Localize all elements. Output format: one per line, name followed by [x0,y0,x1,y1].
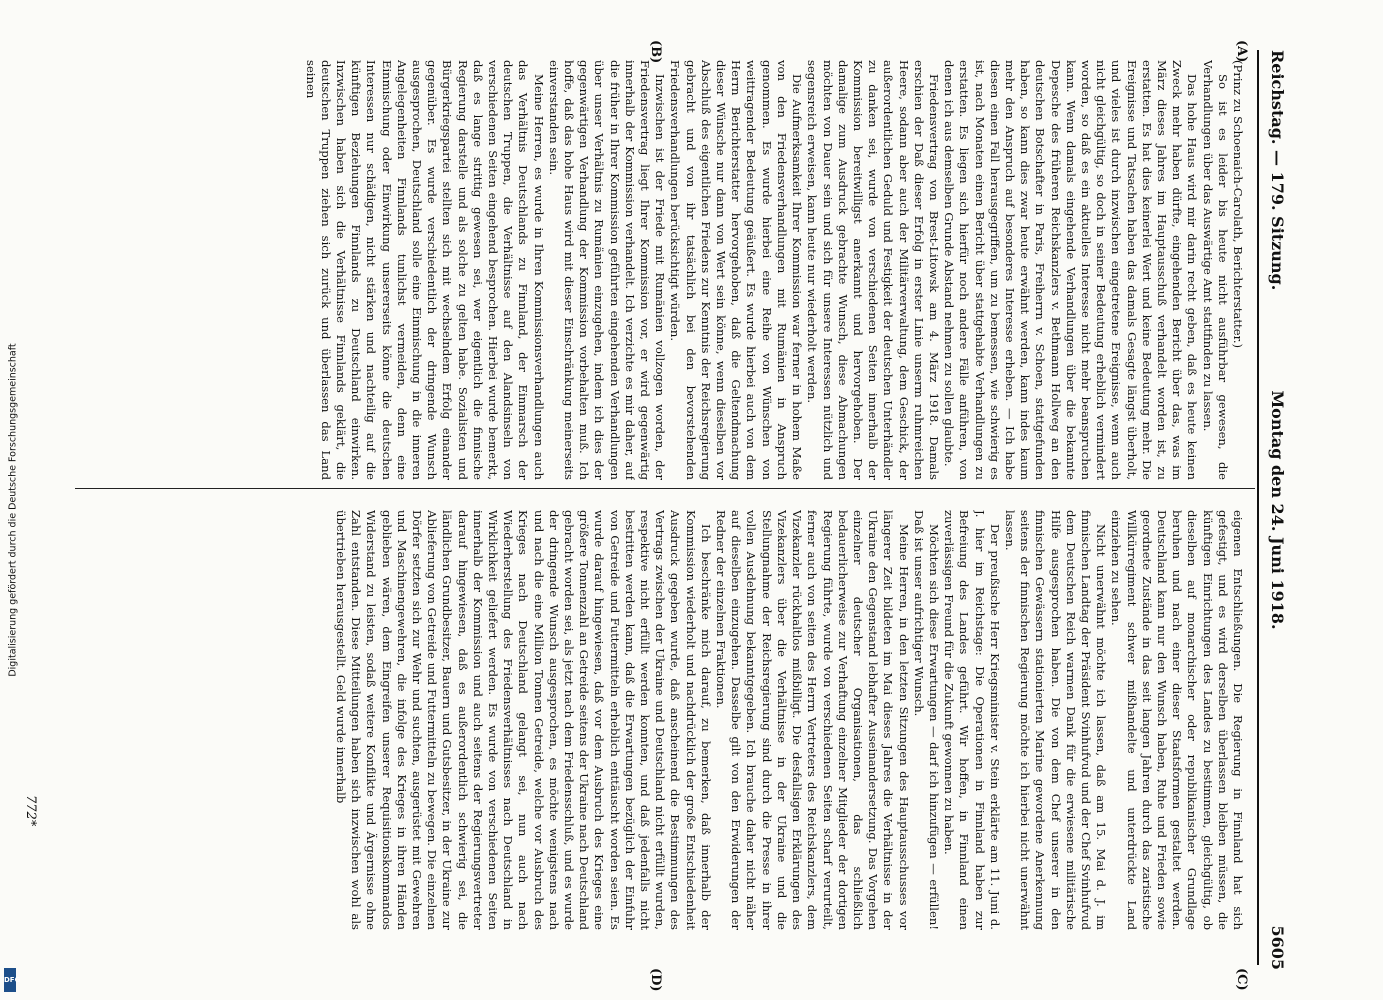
digitization-credit [6,30,20,990]
paragraph: Möchten sich diese Erwartungen — darf ich hinzufügen — erfüllen! Daß ist unser aufrichtiger Wunsch. [911,510,941,930]
header-date: Montag den 24. Juni 1918. [1268,390,1287,630]
credit-text: Digitalisierung gefördert durch die Deutsche Forschungsgemeinschaft [7,343,19,677]
paragraph: Meine Herren, in den letzten Sitzungen des Hauptausschusses vor längerer Zeit bildeten im Mai dieses Jahres die Verhältnisse in der Ukraine den Gegenstand lebhafter Auseinandersetzung. Das Vorgehen einzelner deutscher Organisationen, das schließlich bedauerlicherweise zur Verhaftung einzelner Mitglieder der dortigen Regierung führte, wurde von verschiedenen Seiten scharf verurteilt, ferner auch von seiten des Herrn Vertreters des Reichskanzlers, dem Vizekanzler rückhaltlos mißbilligt. Die desfallsigen Erklärungen des Vizekanzlers über die Verhältnisse in der Ukraine und die Stellungnahme der Reichsregierung sind durch die Presse in ihrer vollen Ausdehnung bekanntgegeben. Ich brauche daher nicht näher auf dieselben einzugehen. Dasselbe gilt von den Erwiderungen der Redner der einzelnen Fraktionen. [714,510,911,930]
header-rule [1257,50,1259,965]
paragraph: Meine Herren, es wurde in Ihren Kommissionsverhandlungen auch das Verhältnis Deutschlands zu Finnland, der Einmarsch der deutschen Truppen, die Verhältnisse auf den Alandsinseln von verschiedenen Seiten eingehend besprochen. Hierbei wurde bemerkt, daß es lange strittig gewesen sei, wer eigentlich die finnische Regierung darstelle und als solche zu gelten habe. Sozialisten und Bürgerkriegspartei stellten sich mit wechselndem Erfolg einander gegenüber. Es wurde verschiedentlich der dringende Wunsch ausgesprochen, Deutschland solle eine Einmischung in die inneren Angelegenheiten Finnlands tunlichst vermeiden, denn eine Einmischung oder Einwirkung unsererseits könne die deutschen Interessen nur schädigen, nicht stärken und nachteilig auf die künftigen Beziehungen Finnlands zu Deutschland einwirken. Inzwischen haben sich die Verhältnisse Finnlands geklärt, die deutschen Truppen ziehen sich zurück und überlassen das Land seinen [303,60,546,480]
paragraph: Die Aufmerksamkeit Ihrer Kommission war ferner in hohem Maße von den Friedensverhandlungen mit Rumänien in Anspruch genommen. Es wurde hierbei eine Reihe von Wünschen von weittragender Bedeutung geäußert. Es wurde hierbei auch von dem Herrn Berichterstatter hervorgehoben, daß die Geltendmachung dieser Wünsche nur dann von Wert sein könne, wenn dieselben vor Abschluß des eigentlichen Friedens zur Kenntnis der Reichsregierung gebracht und von ihr tatsächlich bei den bevorstehenden Friedensverhandlungen berücksichtigt würden. [668,60,805,480]
paragraph: Das hohe Haus wird mir darin recht geben, daß es heute keinen Zweck mehr haben dürfte, eingehenden Bericht über das, was im März dieses Jahres im Hauptausschuß verhandelt worden ist, zu erstatten. Es hat dies keinerlei Wert und keine Bedeutung mehr. Die Ereignisse und Tatsachen haben das damals Gesagte längst überholt, und vieles ist durch inzwischen eingetretene Ereignisse, wenn auch nicht gleichgültig, so doch in seiner Bedeutung erheblich vermindert worden, so daß es ein aktuelles Interesse nicht mehr beanspruchen kann. Wenn damals eingehende Verhandlungen über die bekannte Depesche des früheren Reichskanzlers v. Bethmann Hollweg an den deutschen Botschafter in Paris, Freiherrn v. Schoen, stattgefunden haben, so kann dies zwar heute erwähnt werden, kann indes kaum mehr den Anspruch auf besonderes Interesse erheben. — Ich habe diesen einen Fall herausgegriffen, um zu bemessen, wie schwierig es ist, nach Monaten einen Bericht über stattgehabte Verhandlungen zu erstatten. Es liegen sich hierfür noch andere Fälle anführen, von denen ich aus demselben Grunde Abstand nehmen zu sollen glaubte. [942,60,1200,480]
margin-marker-c: (C) [1234,968,1249,991]
margin-marker-d: (D) [648,968,663,992]
margin-marker-b: (B) [648,40,663,64]
header-session: Reichstag. — 179. Sitzung. [1268,50,1287,291]
paragraph: Nicht unerwähnt möchte ich lassen, daß am 15. Mai d. J. im finnischen Landtag der Präsident Svinhufvud und der Chef Svinhufvud dem Deutschen Reich warmen Dank für die erwiesene militärische Hilfe ausgesprochen haben. Die von dem Chef unserer in den finnischen Gewässern stationierten Marine gewordene Anerkennung seitens der finnischen Regierung möchte ich hierbei nicht unerwähnt lassen. [1002,510,1109,930]
column-divider [75,488,1255,489]
paragraph: Inzwischen ist der Friede mit Rumänien vollzogen worden, der Friedensvertrag liegt Ihrer Kommission vor, er wird gegenwärtig innerhalb der Kommission verhandelt. Ich verzichte es mir daher, auf die früher in Ihrer Kommission geführten eingehenden Verhandlungen über unser Verhältnis zu Rumänien einzugehen, indem ich dies der gegenwärtigen Verhandlung der Kommission vorbehalten muß. Ich hoffe, daß das hohe Haus wird mit dieser Einschränkung meinerseits einverstanden sein. [546,60,668,480]
paragraph: Ich beschränke mich darauf, zu bemerken, daß innerhalb der Kommission wiederholt und nachdrücklich der große Entschiedenheit Ausdruck gegeben wurde, daß anscheinend die Bestimmungen des Vertrags zwischen der Ukraine und Deutschland nicht erfüllt wurden, respektive nicht erfüllt werden konnten, und daß jedenfalls nicht bestritten werden kann, daß die Erwartungen bezüglich der Einfuhr von Getreide und Futtermitteln erheblich enttäuscht worden seien. Es wurde darauf hingewiesen, daß vor dem Ausbruch des Krieges eine größere Tonnenzahl an Getreide seitens der Ukraine nach Deutschland gebracht worden sei, als jetzt nach dem Friedensschluß, und es wurde der dringende Wunsch ausgesprochen, es möchte wenigstens nach und nach die eine Million Tonnen Getreide, welche vor Ausbruch des Krieges nach Deutschland gelangt sei, nun auch nach Wiederherstellung des Friedensverhältnisses nach Deutschland in Wirklichkeit geliefert werden. Es wurde von verschiedenen Seiten innerhalb der Kommission und auch seitens der Regierungsvertreter darauf hingewiesen, daß es außerordentlich schwierig sei, die ländlichen Grundbesitzer, Bauern und Gutsbesitzer, in der Ukraine zur Ablieferung von Getreide und Futtermitteln zu bewegen. Die einzelnen Dörfer setzten sich zur Wehr und suchten, ausgerüstet mit Gewehren und Maschinengewehren, die infolge des Krieges in ihren Händen geblieben wären, dem Eingreifen unserer Requisitionskommandos Widerstand zu leisten, sodaß weitere Konflikte und Ärgernisse ohne Zahl entstanden. Diese Mitteilungen haben sich inzwischen wohl als übertrieben herausgestellt. Geld wurde innerhalb [334,510,713,930]
printer-signature: 772* [23,795,38,827]
paragraph: Der preußische Herr Kriegsminister v. Stein erklärte am 11. Juni d. J. hier im Reichstage: Die Operationen in Finnland haben zur Befreiung des Landes geführt. Wir hoffen, in Finnland einen zuverlässigen Freund für die Zukunft gewonnen zu haben. [942,510,1002,930]
paragraph: So ist es leider bis heute nicht ausführbar gewesen, die Verhandlungen über das Auswärtige Amt stattfinden zu lassen. [1200,60,1230,480]
paragraph: eigenen Entschließungen. Die Regierung in Finnland hat sich gefestigt, und es wird derselben überlassen bleiben müssen, die künftigen Einrichtungen des Landes zu bestimmen, gleichgültig, ob dieselben auf monarchischer oder republikanischer Grundlage beruhen und nach einer dieser Staatsformen gestaltet werden. Deutschland kann nur den Wunsch haben, Ruhe und Frieden sowie geordnete Zustände in das seit langen Jahren durch das zaristische Willkürregiment schwer mißhandelte und unterdrückte Land einziehen zu sehen. [1109,510,1245,930]
left-text-column [65,60,1245,480]
page-number: 5605 [1268,925,1287,970]
paragraph: Friedensvertrag von Brest-Litowsk am 4. März 1918. Damals erschien der Daß dieser Erfolg in erster Linie unserm ruhmreichen Heere, sodann aber auch der Militärverwaltung, dem Geschick, der außerordentlichen Geduld und Festigkeit der deutschen Unterhändler zu danken sei, wurde von verschiedenen Seiten innerhalb der Kommission bereitwilligst anerkannt und hervorgehoben. Der damalige zum Ausdruck gebrachte Wunsch, diese Abmachungen möchten von Dauer sein und sich für unsere Interessen nützlich und segensreich erweisen, kann heute nur wiederholt werden. [805,60,941,480]
margin-marker-a: (A) [1234,40,1249,63]
dfg-logo: DFG [4,968,16,992]
right-text-column [65,510,1245,930]
page-header [1259,50,1293,970]
speaker-line: (Prinz zu Schoenaich-Carolath, Berichterstatter.) [1231,60,1245,349]
